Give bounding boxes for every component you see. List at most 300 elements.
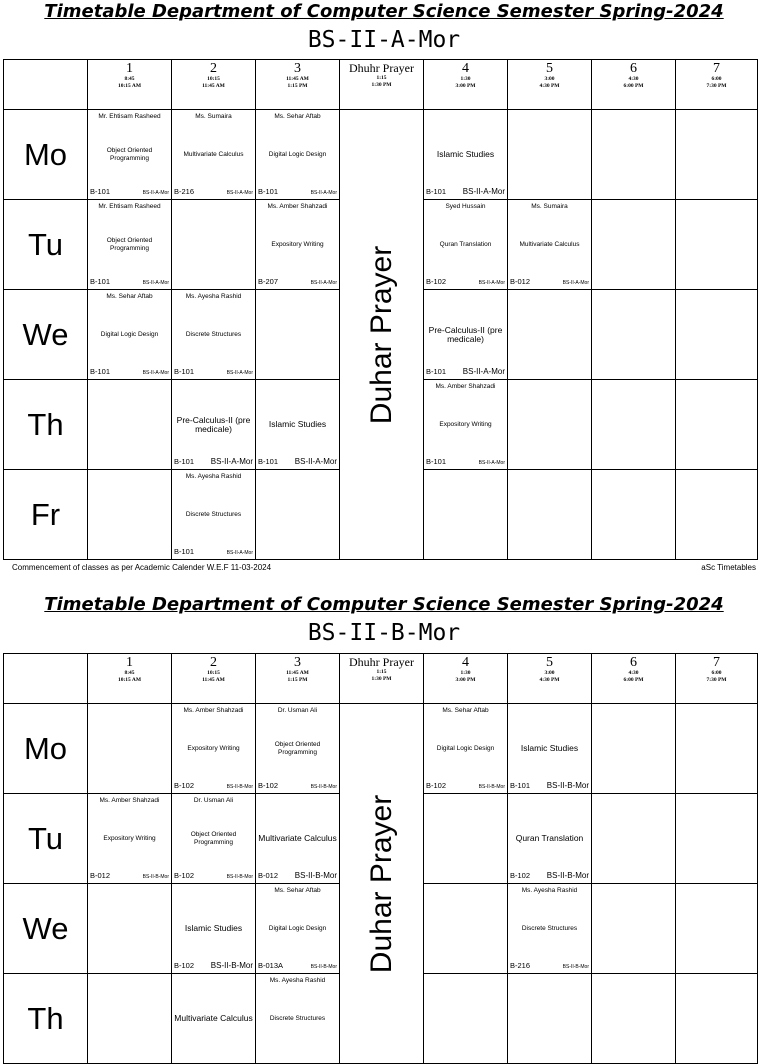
room-number: B-216 <box>174 187 195 196</box>
subject-name: Quran Translation <box>439 240 492 248</box>
subject-name: Quran Translation <box>515 833 584 843</box>
subject-name: Multivariate Calculus <box>258 833 337 843</box>
subject-name: Expository Writing <box>271 240 324 248</box>
room-number: B-101 <box>510 781 531 790</box>
lesson-cell <box>256 974 340 1064</box>
class-group: BS-II-B-Mor <box>310 784 337 790</box>
lesson <box>256 200 339 289</box>
lesson <box>592 290 675 379</box>
period-end: 3:00 PM <box>455 83 476 89</box>
lesson <box>88 470 171 559</box>
lesson-cell <box>508 380 592 470</box>
subject-name: Islamic Studies <box>184 923 243 933</box>
teacher-name: Mr. Ehtisam Rasheed <box>98 113 161 120</box>
class-group: BS-II-B-Mor <box>562 964 589 970</box>
subject-name: Multivariate Calculus <box>519 240 580 248</box>
subject-name: Multivariate Calculus <box>174 1013 253 1023</box>
period-start: 8:45 <box>124 76 135 82</box>
period-number: 1 <box>126 61 133 76</box>
lesson-cell <box>172 380 256 470</box>
lesson-cell <box>508 974 592 1064</box>
lesson <box>676 974 757 1063</box>
class-group: BS-II-A-Mor <box>478 280 505 286</box>
class-group: BS-II-A-Mor <box>226 190 253 196</box>
lesson <box>88 704 171 793</box>
period-end: 4:30 PM <box>539 83 560 89</box>
day-label: Tu <box>4 200 88 290</box>
subject-name: Islamic Studies <box>436 149 495 159</box>
period-start: 1:15 <box>376 75 387 81</box>
period-header <box>508 654 592 704</box>
room-number: B-102 <box>174 961 195 970</box>
lesson-cell <box>592 110 676 200</box>
day-label: We <box>4 290 88 380</box>
class-group: BS-II-A-Mor <box>226 550 253 556</box>
lesson <box>256 110 339 199</box>
class-group: BS-II-B-Mor <box>210 961 253 970</box>
class-group: BS-II-A-Mor <box>462 187 505 196</box>
teacher-name: Dr. Usman Ali <box>277 707 318 714</box>
day-label: Th <box>4 974 88 1064</box>
lesson <box>256 704 339 793</box>
lesson <box>172 290 255 379</box>
subject-name: Digital Logic Design <box>268 924 327 932</box>
subject-name: Discrete Structures <box>269 1014 326 1022</box>
day-label: Tu <box>4 794 88 884</box>
class-group: BS-II-B-Mor <box>310 964 337 970</box>
teacher-name: Dr. Usman Ali <box>193 797 234 804</box>
teacher-name: Ms. Amber Shahzadi <box>183 707 244 714</box>
lesson <box>424 794 507 883</box>
teacher-name: Ms. Amber Shahzadi <box>99 797 160 804</box>
lesson-cell <box>592 290 676 380</box>
lesson <box>508 794 591 883</box>
subject-name: Object Oriented Programming <box>274 740 321 756</box>
period-number: 1 <box>126 655 133 670</box>
lesson-cell <box>508 110 592 200</box>
period-header <box>172 654 256 704</box>
period-end: 3:00 PM <box>455 677 476 683</box>
lesson-cell <box>256 794 340 884</box>
timetable-title: Timetable Department of Computer Science Semester Spring-2024 <box>44 1 724 22</box>
lesson <box>256 470 339 559</box>
teacher-name: Ms. Sumaira <box>195 113 232 120</box>
period-end: 1:15 PM <box>287 83 308 89</box>
subject-name: Pre-Calculus-II (pre medicale) <box>428 324 503 344</box>
room-number: B-101 <box>90 277 111 286</box>
subject-name: Multivariate Calculus <box>183 150 244 158</box>
lesson-cell <box>592 794 676 884</box>
period-header <box>592 654 676 704</box>
lesson <box>592 380 675 469</box>
lesson-cell <box>508 470 592 560</box>
room-number: B-012 <box>510 277 531 286</box>
lesson-cell <box>424 470 508 560</box>
lesson-cell <box>88 794 172 884</box>
lesson <box>676 110 757 199</box>
period-end: 7:30 PM <box>706 83 727 89</box>
class-name: BS-II-A-Mor <box>307 27 461 53</box>
lesson <box>172 470 255 559</box>
room-number: B-102 <box>174 871 195 880</box>
class-group: BS-II-A-Mor <box>226 370 253 376</box>
lesson-cell <box>88 704 172 794</box>
lesson <box>88 290 171 379</box>
class-group: BS-II-A-Mor <box>310 190 337 196</box>
lesson-cell <box>88 884 172 974</box>
period-start: 11:45 AM <box>286 670 309 676</box>
lesson <box>172 974 255 1063</box>
timetable-title: Timetable Department of Computer Science Semester Spring-2024 <box>44 594 724 615</box>
lesson <box>676 794 757 883</box>
room-number: B-101 <box>174 547 195 556</box>
teacher-name: Ms. Sumaira <box>531 203 568 210</box>
class-name: BS-II-B-Mor <box>307 620 461 646</box>
room-number: B-101 <box>258 457 279 466</box>
subject-name: Digital Logic Design <box>436 744 495 752</box>
period-number: 5 <box>546 655 553 670</box>
lesson <box>88 200 171 289</box>
lesson-cell <box>676 200 758 290</box>
footer-brand: aSc Timetables <box>701 563 756 572</box>
lesson-cell <box>592 200 676 290</box>
lesson <box>592 704 675 793</box>
period-header <box>424 60 508 110</box>
period-header <box>340 60 424 110</box>
room-number: B-101 <box>90 187 111 196</box>
lesson <box>172 794 255 883</box>
day-label: Th <box>4 380 88 470</box>
class-group: BS-II-A-Mor <box>294 457 337 466</box>
period-header <box>88 60 172 110</box>
lesson <box>256 794 339 883</box>
period-end: 11:45 AM <box>202 83 225 89</box>
period-header <box>340 654 424 704</box>
lesson-cell <box>508 884 592 974</box>
lesson <box>256 380 339 469</box>
lesson <box>592 974 675 1063</box>
lesson-cell <box>88 290 172 380</box>
lesson <box>88 794 171 883</box>
room-number: B-101 <box>426 187 447 196</box>
period-start: 4:30 <box>628 76 639 82</box>
period-end: 6:00 PM <box>623 677 644 683</box>
room-number: B-102 <box>174 781 195 790</box>
teacher-name: Ms. Ayesha Rashid <box>185 473 242 480</box>
subject-name: Digital Logic Design <box>268 150 327 158</box>
teacher-name: Ms. Ayesha Rashid <box>269 977 326 984</box>
lesson-cell <box>424 380 508 470</box>
lesson <box>424 110 507 199</box>
period-start: 4:30 <box>628 670 639 676</box>
period-number: 3 <box>294 61 301 76</box>
lesson-cell <box>172 290 256 380</box>
lesson-cell <box>676 110 758 200</box>
period-header <box>424 654 508 704</box>
lesson-cell <box>172 974 256 1064</box>
lesson-cell <box>424 794 508 884</box>
teacher-name: Ms. Sehar Aftab <box>274 113 321 120</box>
lesson-cell <box>424 200 508 290</box>
period-header <box>256 654 340 704</box>
period-number: 6 <box>630 655 637 670</box>
lesson <box>592 110 675 199</box>
lesson-cell <box>424 884 508 974</box>
lesson-cell <box>256 380 340 470</box>
period-number: 2 <box>210 655 217 670</box>
class-group: BS-II-B-Mor <box>478 784 505 790</box>
period-header <box>508 60 592 110</box>
subject-name: Object Oriented Programming <box>190 830 237 846</box>
lesson <box>88 974 171 1063</box>
period-end: 4:30 PM <box>539 677 560 683</box>
period-end: 10:15 AM <box>117 83 142 89</box>
room-number: B-101 <box>90 367 111 376</box>
room-number: B-102 <box>510 871 531 880</box>
period-end: 1:15 PM <box>287 677 308 683</box>
class-group: BS-II-A-Mor <box>478 460 505 466</box>
period-header <box>676 60 758 110</box>
lesson <box>424 974 507 1063</box>
lesson <box>508 884 591 973</box>
lesson-cell <box>256 200 340 290</box>
period-end: 7:30 PM <box>706 677 727 683</box>
lesson-cell <box>88 380 172 470</box>
footer-note: Commencement of classes as per Academic Calender W.E.F 11-03-2024 <box>12 563 272 572</box>
lesson-cell <box>676 884 758 974</box>
lesson-cell <box>172 110 256 200</box>
lesson <box>88 380 171 469</box>
class-group: BS-II-A-Mor <box>462 367 505 376</box>
lesson-cell <box>676 470 758 560</box>
prayer-column <box>340 110 424 560</box>
lesson-cell <box>172 470 256 560</box>
lesson-cell <box>424 110 508 200</box>
lesson-cell <box>424 974 508 1064</box>
lesson <box>424 200 507 289</box>
subject-name: Discrete Structures <box>521 924 578 932</box>
day-label: Mo <box>4 704 88 794</box>
subject-name: Islamic Studies <box>520 743 579 753</box>
subject-name: Expository Writing <box>187 744 240 752</box>
teacher-name: Mr. Ehtisam Rasheed <box>98 203 161 210</box>
period-number: 2 <box>210 61 217 76</box>
teacher-name: Ms. Amber Shahzadi <box>267 203 328 210</box>
lesson <box>592 200 675 289</box>
lesson-cell <box>676 704 758 794</box>
lesson <box>172 110 255 199</box>
lesson <box>592 470 675 559</box>
class-group: BS-II-B-Mor <box>294 871 337 880</box>
teacher-name: Ms. Sehar Aftab <box>274 887 321 894</box>
lesson <box>256 974 339 1063</box>
lesson-cell <box>424 290 508 380</box>
lesson <box>508 200 591 289</box>
teacher-name: Ms. Amber Shahzadi <box>435 383 496 390</box>
prayer-label: Duhar Prayer <box>364 245 398 424</box>
prayer-label: Duhar Prayer <box>364 794 398 973</box>
lesson <box>88 110 171 199</box>
timetable-grid <box>3 59 758 560</box>
period-number: 3 <box>294 655 301 670</box>
period-start: 6:00 <box>711 670 722 676</box>
period-number: Dhuhr Prayer <box>349 61 414 75</box>
lesson <box>424 470 507 559</box>
period-start: 3:00 <box>544 76 555 82</box>
class-group: BS-II-B-Mor <box>226 874 253 880</box>
lesson-cell <box>508 200 592 290</box>
room-number: B-101 <box>426 367 447 376</box>
class-group: BS-II-A-Mor <box>142 370 169 376</box>
period-number: 7 <box>713 61 720 76</box>
lesson <box>172 884 255 973</box>
lesson <box>256 884 339 973</box>
period-number: 4 <box>462 655 469 670</box>
class-group: BS-II-A-Mor <box>562 280 589 286</box>
period-start: 1:30 <box>460 670 471 676</box>
lesson <box>676 470 757 559</box>
lesson <box>592 884 675 973</box>
lesson-cell <box>172 704 256 794</box>
period-header <box>676 654 758 704</box>
lesson-cell <box>508 290 592 380</box>
period-start: 11:45 AM <box>286 76 309 82</box>
subject-name: Islamic Studies <box>268 419 327 429</box>
period-number: 4 <box>462 61 469 76</box>
subject-name: Expository Writing <box>439 420 492 428</box>
corner-cell <box>4 654 88 704</box>
subject-name: Object Oriented Programming <box>106 236 153 252</box>
lesson-cell <box>508 794 592 884</box>
class-group: BS-II-A-Mor <box>142 190 169 196</box>
lesson-cell <box>88 974 172 1064</box>
room-number: B-013A <box>258 961 284 970</box>
period-number: 5 <box>546 61 553 76</box>
period-end: 1:30 PM <box>371 676 392 682</box>
period-end: 11:45 AM <box>202 677 225 683</box>
subject-name: Discrete Structures <box>185 330 242 338</box>
room-number: B-101 <box>258 187 279 196</box>
period-start: 1:15 <box>376 669 387 675</box>
room-number: B-102 <box>426 781 447 790</box>
teacher-name: Syed Hussain <box>445 203 486 210</box>
period-number: Dhuhr Prayer <box>349 655 414 669</box>
lesson-cell <box>676 794 758 884</box>
lesson-cell <box>508 704 592 794</box>
lesson-cell <box>592 884 676 974</box>
teacher-name: Ms. Sehar Aftab <box>442 707 489 714</box>
class-group: BS-II-A-Mor <box>210 457 253 466</box>
period-header <box>88 654 172 704</box>
period-start: 8:45 <box>124 670 135 676</box>
period-number: 6 <box>630 61 637 76</box>
lesson <box>676 380 757 469</box>
lesson-cell <box>592 974 676 1064</box>
lesson-cell <box>256 884 340 974</box>
room-number: B-207 <box>258 277 279 286</box>
lesson-cell <box>256 704 340 794</box>
class-group: BS-II-B-Mor <box>546 781 589 790</box>
lesson-cell <box>88 200 172 290</box>
lesson-cell <box>172 200 256 290</box>
lesson-cell <box>592 704 676 794</box>
lesson <box>508 974 591 1063</box>
subject-name: Object Oriented Programming <box>106 146 153 162</box>
class-group: BS-II-B-Mor <box>226 784 253 790</box>
lesson-cell <box>88 470 172 560</box>
lesson <box>88 884 171 973</box>
lesson <box>424 704 507 793</box>
lesson <box>508 470 591 559</box>
teacher-name: Ms. Ayesha Rashid <box>521 887 578 894</box>
lesson-cell <box>592 470 676 560</box>
class-group: BS-II-A-Mor <box>142 280 169 286</box>
lesson <box>424 290 507 379</box>
lesson <box>172 200 255 289</box>
room-number: B-101 <box>174 367 195 376</box>
lesson-cell <box>592 380 676 470</box>
room-number: B-101 <box>174 457 195 466</box>
lesson-cell <box>676 974 758 1064</box>
subject-name: Discrete Structures <box>185 510 242 518</box>
period-number: 7 <box>713 655 720 670</box>
period-header <box>592 60 676 110</box>
timetable-grid <box>3 653 758 1064</box>
lesson-cell <box>256 110 340 200</box>
lesson <box>676 704 757 793</box>
lesson <box>592 794 675 883</box>
room-number: B-012 <box>90 871 111 880</box>
subject-name: Pre-Calculus-II (pre medicale) <box>176 414 251 434</box>
period-end: 6:00 PM <box>623 83 644 89</box>
class-group: BS-II-B-Mor <box>546 871 589 880</box>
day-label: Fr <box>4 470 88 560</box>
subject-name: Digital Logic Design <box>100 330 159 338</box>
day-label: Mo <box>4 110 88 200</box>
lesson-cell <box>256 290 340 380</box>
lesson <box>424 380 507 469</box>
lesson-cell <box>676 290 758 380</box>
period-start: 1:30 <box>460 76 471 82</box>
lesson-cell <box>424 704 508 794</box>
room-number: B-102 <box>426 277 447 286</box>
lesson-cell <box>88 110 172 200</box>
lesson <box>508 110 591 199</box>
teacher-name: Ms. Ayesha Rashid <box>185 293 242 300</box>
lesson <box>508 704 591 793</box>
class-group: BS-II-A-Mor <box>310 280 337 286</box>
period-header <box>256 60 340 110</box>
room-number: B-102 <box>258 781 279 790</box>
period-start: 10:15 <box>207 76 220 82</box>
lesson <box>424 884 507 973</box>
period-start: 6:00 <box>711 76 722 82</box>
teacher-name: Ms. Sehar Aftab <box>106 293 153 300</box>
room-number: B-101 <box>426 457 447 466</box>
lesson-cell <box>676 380 758 470</box>
period-start: 3:00 <box>544 670 555 676</box>
prayer-column <box>340 704 424 1064</box>
lesson-cell <box>172 884 256 974</box>
lesson <box>172 380 255 469</box>
period-header <box>172 60 256 110</box>
day-label: We <box>4 884 88 974</box>
subject-name: Expository Writing <box>103 834 156 842</box>
lesson <box>676 200 757 289</box>
class-group: BS-II-B-Mor <box>142 874 169 880</box>
lesson <box>508 290 591 379</box>
lesson <box>508 380 591 469</box>
